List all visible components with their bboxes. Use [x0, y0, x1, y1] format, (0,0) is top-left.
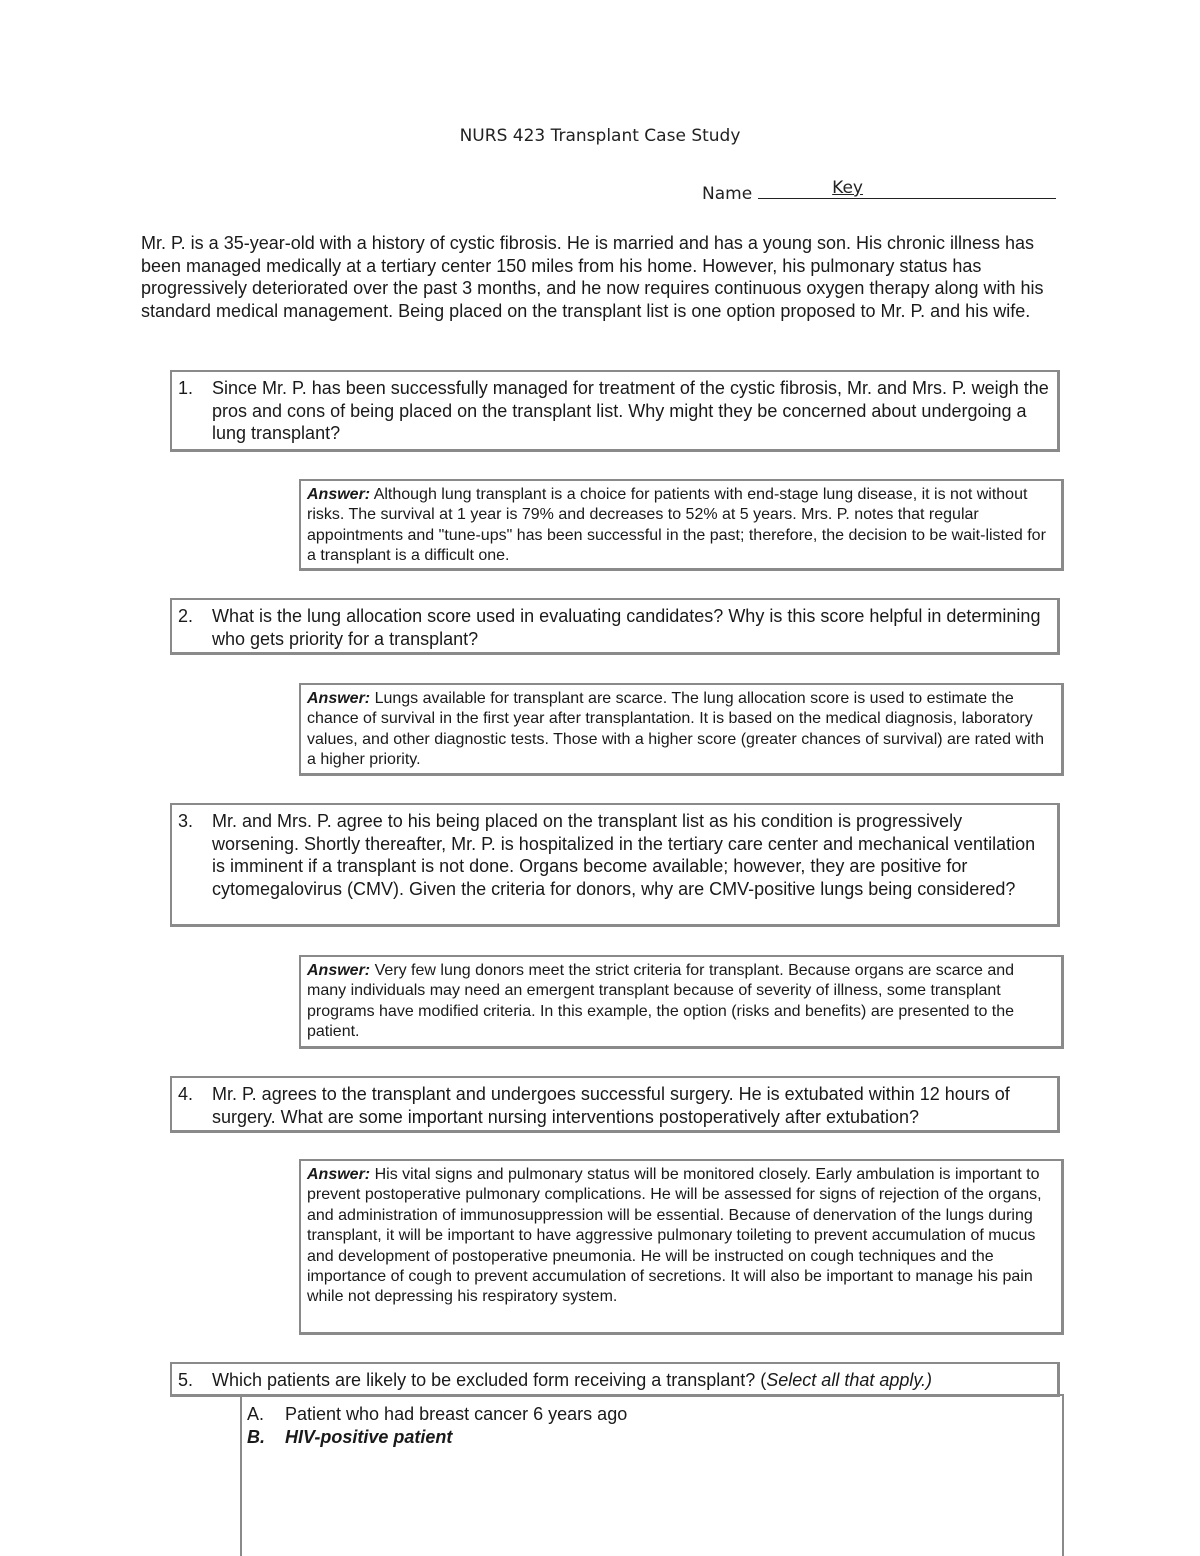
- question-number: 3.: [178, 811, 194, 831]
- answer-text: Very few lung donors meet the strict criteria for transplant. Because organs are scarce and many individuals may need an emergent transplant because of severity of illness, some transplant programs have modified criteria. In this example, the option (risks and benefits) are presented to the patient.: [307, 962, 1015, 1041]
- question-number: 5.: [178, 1370, 194, 1390]
- answer-label: Answer:: [307, 1166, 371, 1183]
- question-text: Which patients are likely to be excluded form receiving a transplant? (: [212, 1370, 767, 1390]
- question-number: 2.: [178, 606, 194, 626]
- name-label: Name: [702, 184, 753, 204]
- answer-box-4: [299, 1159, 1064, 1335]
- option-text: HIV-positive patient: [285, 1426, 453, 1447]
- answer-box-3: [299, 955, 1064, 1049]
- option-b: [247, 1426, 1062, 1449]
- answer-box-1: [299, 479, 1064, 571]
- answer-label: Answer:: [307, 690, 371, 707]
- question-box-4: [170, 1076, 1060, 1133]
- answer-box-2: [299, 683, 1064, 776]
- question-text: Mr. and Mrs. P. agree to his being placed on the transplant list as his condition is progressively worsening. Shortly thereafter, Mr. P. is hospitalized in the tertiary care center and mechanical ventilation is imminent if a transplant is not done. Organs become available; however, they are positive for cytomegalovirus (CMV). Given the criteria for donors, why are CMV-positive lungs being considered?: [212, 811, 1036, 899]
- name-line: [758, 178, 1056, 199]
- question-number: 4.: [178, 1084, 194, 1104]
- question-instruction: Select all that apply.): [766, 1370, 933, 1390]
- option-a: [247, 1403, 1062, 1426]
- options-box-5: [240, 1396, 1064, 1556]
- document-title: NURS 423 Transplant Case Study: [459, 126, 741, 146]
- question-box-1: [170, 370, 1060, 452]
- option-letter: B.: [247, 1426, 265, 1447]
- answer-text: His vital signs and pulmonary status will be monitored closely. Early ambulation is important to prevent postoperative pulmonary complications. He will be assessed for signs of rejection of the organs, and administration of immunosuppression will be essential. Because of denervation of the lungs during transplant, it will be important to have aggressive pulmonary toileting to prevent accumulation of mucus and development of postoperative pneumonia. He will be instructed on cough techniques and the importance of cough to prevent accumulation of secretions. It will also be important to manage his pain while not depressing his respiratory system.: [307, 1166, 1042, 1306]
- question-text: Since Mr. P. has been successfully managed for treatment of the cystic fibrosis, Mr. and Mrs. P. weigh the pros and cons of being placed on the transplant list. Why might they be concerned about undergoing a lung transplant?: [212, 378, 1049, 444]
- answer-text: Lungs available for transplant are scarce. The lung allocation score is used to estimate the chance of survival in the first year after transplantation. It is based on the medical diagnosis, laboratory values, and other diagnostic tests. Those with a higher score (greater chances of survival) are rated with a higher priority.: [307, 690, 1044, 769]
- case-intro: Mr. P. is a 35-year-old with a history of cystic fibrosis. He is married and has a young son. His chronic illness has been managed medically at a tertiary center 150 miles from his home. However, his pulmonary status has progressively deteriorated over the past 3 months, and he now requires continuous oxygen therapy along with his standard medical management. Being placed on the transplant list is one option proposed to Mr. P. and his wife.: [141, 233, 1044, 321]
- option-text: Patient who had breast cancer 6 years ago: [285, 1404, 628, 1424]
- answer-label: Answer:: [307, 486, 371, 503]
- question-box-5: [170, 1362, 1060, 1397]
- question-text: Mr. P. agrees to the transplant and undergoes successful surgery. He is extubated within 12 hours of surgery. What are some important nursing interventions postoperatively after extubation?: [212, 1084, 1010, 1127]
- question-text: What is the lung allocation score used in evaluating candidates? Why is this score helpful in determining who gets priority for a transplant?: [212, 606, 1041, 649]
- option-letter: A.: [247, 1404, 265, 1424]
- question-number: 1.: [178, 378, 194, 398]
- question-box-3: [170, 803, 1060, 927]
- question-box-2: [170, 598, 1060, 655]
- answer-label: Answer:: [307, 962, 371, 979]
- answer-text: Although lung transplant is a choice for patients with end-stage lung disease, it is not without risks. The survival at 1 year is 79% and decreases to 52% at 5 years. Mrs. P. notes that regular appointments and "tune-ups" has been successful in the past; therefore, the decision to be wait-listed for a transplant is a difficult one.: [307, 486, 1046, 565]
- name-field: [702, 178, 1056, 204]
- name-value: Key: [832, 178, 863, 198]
